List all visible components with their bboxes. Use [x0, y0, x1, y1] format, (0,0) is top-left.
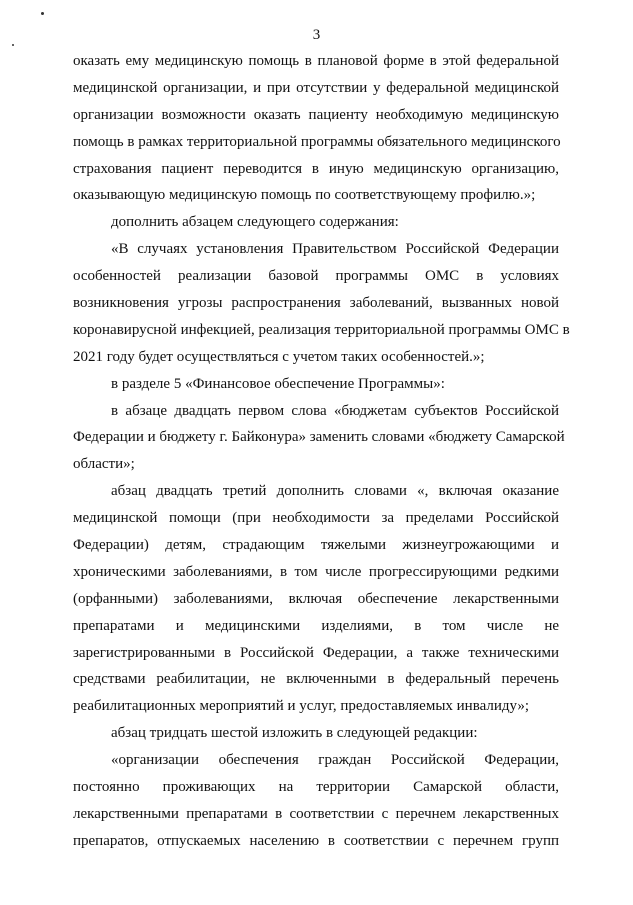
scan-speck: [41, 12, 44, 15]
text-line: области»;: [73, 456, 135, 473]
text-line: препаратами и медицинскими изделиями, в том числе не: [73, 617, 559, 634]
text-line: особенностей реализации базовой программы ОМС в условиях: [73, 268, 559, 285]
text-line: 2021 году будет осуществляться с учетом таких особенностей.»;: [73, 348, 485, 365]
text-line: возникновения угрозы распространения заболеваний, вызванных новой: [73, 295, 559, 312]
text-line: коронавирусной инфекцией, реализация территориальной программы ОМС в: [73, 321, 570, 338]
text-line: Федерации и бюджету г. Байконура» заменить словами «бюджету Самарской: [73, 429, 565, 446]
text-line: реабилитационных мероприятий и услуг, предоставляемых инвалиду»;: [73, 698, 530, 715]
document-body: [73, 48, 570, 855]
text-line: «организации обеспечения граждан Российской Федерации,: [111, 752, 559, 769]
text-line: абзац двадцать третий дополнить словами «, включая оказание: [111, 483, 559, 500]
text-line: медицинской организации, и при отсутствии у федеральной медицинской: [73, 79, 559, 96]
text-line: «В случаях установления Правительством Российской Федерации: [111, 241, 559, 258]
text-line: помощь в рамках территориальной программы обязательного медицинского: [73, 133, 561, 150]
text-line: зарегистрированными в Российской Федерации, а также техническими: [73, 644, 559, 661]
text-line: медицинской помощи (при необходимости за пределами Российской: [73, 510, 559, 527]
text-line: постоянно проживающих на территории Самарской области,: [73, 779, 559, 796]
text-line: Федерации) детям, страдающим тяжелыми жизнеугрожающими и: [73, 537, 559, 554]
text-line: дополнить абзацем следующего содержания:: [111, 214, 399, 231]
text-line: хроническими заболеваниями, в том числе прогрессирующими редкими: [73, 563, 559, 580]
text-line: препаратов, отпускаемых населению в соответствии с перечнем групп: [73, 832, 559, 849]
text-line: оказывающую медицинскую помощь по соответствующему профилю.»;: [73, 187, 536, 204]
text-line: средствами реабилитации, не включенными в федеральный перечень: [73, 671, 559, 688]
text-line: страхования пациент переводится в иную медицинскую организацию,: [73, 160, 559, 177]
text-line: абзац тридцать шестой изложить в следующей редакции:: [111, 725, 478, 742]
scan-speck: [12, 44, 14, 46]
page-number: 3: [312, 27, 321, 43]
text-line: оказать ему медицинскую помощь в плановой форме в этой федеральной: [73, 53, 559, 69]
text-line: (орфанными) заболеваниями, включая обеспечение лекарственными: [73, 590, 559, 607]
text-line: в абзаце двадцать первом слова «бюджетам субъектов Российской: [111, 402, 559, 419]
text-line: организации возможности оказать пациенту необходимую медицинскую: [73, 106, 559, 123]
text-line: лекарственными препаратами в соответствии с перечнем лекарственных: [73, 805, 559, 822]
text-line: в разделе 5 «Финансовое обеспечение Программы»:: [111, 375, 445, 392]
